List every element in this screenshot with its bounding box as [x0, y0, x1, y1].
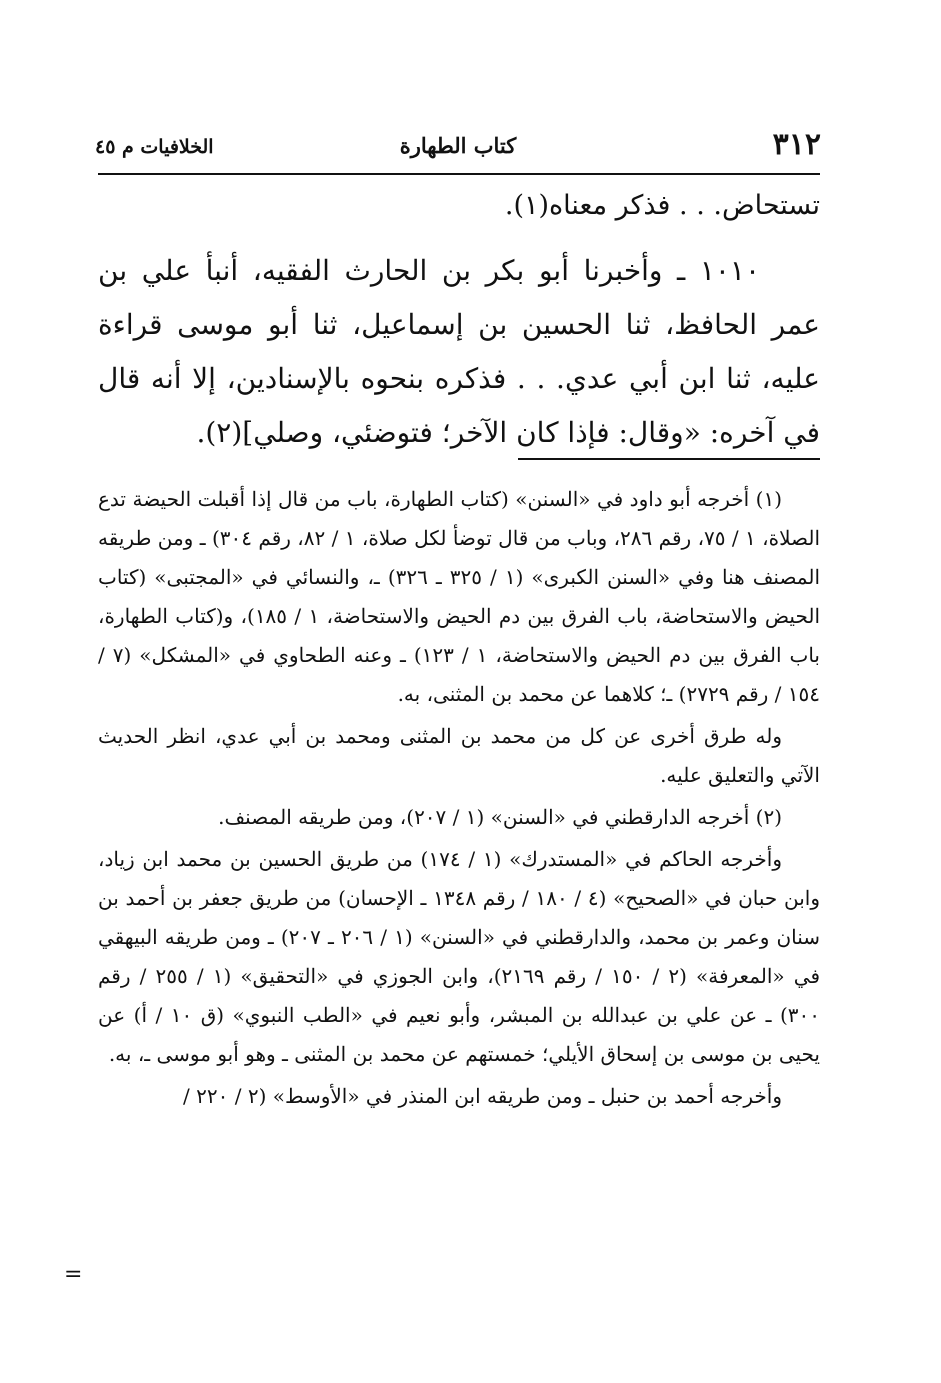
footnote-rule	[518, 458, 820, 460]
footnote-1-continued: وله طرق أخرى عن كل من محمد بن المثنى ومحمد بن أبي عدي، انظر الحديث الآتي والتعليق عليه.	[98, 724, 820, 787]
footnote-2-continued: وأخرجه الحاكم في «المستدرك» (١ / ١٧٤) من طريق الحسين بن محمد ابن زياد، وابن حبان في «الصحيح» (٤ / ١٨٠ / رقم ١٣٤٨ ـ الإحسان) من طريق جعفر بن أحمد بن سنان وعمر بن محمد، والدارقطني في «السنن» (١ / ٢٠٦ ـ ٢٠٧) ـ ومن طريقه البيهقي في «المعرفة» (٢ / ١٥٠ / رقم ٢١٦٩)، وابن الجوزي في «التحقيق» (١ / ٢٥٥ / رقم ٣٠٠) ـ عن علي بن عبدالله بن المبشر، وأبو نعيم في «الطب النبوي» (ق ١٠ / أ) عن يحيى بن موسى بن إسحاق الأيلي؛ خمستهم عن محمد بن المثنى ـ وهو أبو موسى ـ، به.	[98, 847, 821, 1066]
footnotes	[98, 480, 820, 1119]
hadith-paragraph: ١٠١٠ ـ وأخبرنا أبو بكر بن الحارث الفقيه، أنبأ علي بن عمر الحافظ، ثنا الحسين بن إسماعيل، ثنا أبو موسى قراءة عليه، ثنا ابن أبي عدي. . . فذكره بنحوه بالإسنادين، إلا أنه قال في آخره: «وقال: فإذا كان الآخر؛ فتوضئي، وصلي](٢).	[98, 254, 820, 449]
page-number: ٣١٢	[772, 127, 821, 162]
footnote-1: (١) أخرجه أبو داود في «السنن» (كتاب الطهارة، باب من قال إذا أقبلت الحيضة تدع الصلاة، ١ / ٧٥، رقم ٢٨٦، وباب من قال توضأ لكل صلاة، ١ / ٨٢، رقم ٣٠٤) ـ ومن طريقه المصنف هنا وفي «السنن الكبرى» (١ / ٣٢٥ ـ ٣٢٦) ـ، والنسائي في «المجتبى» (كتاب الحيض والاستحاضة، باب الفرق بين دم الحيض والاستحاضة، ١ / ١٨٥)، و(كتاب الطهارة، باب الفرق بين دم الحيض والاستحاضة، ١ / ١٢٣) ـ وعنه الطحاوي في «المشكل» (٧ / ١٥٤ / رقم ٢٧٢٩) ـ؛ كلاهما عن محمد بن المثنى، به.	[98, 487, 821, 706]
footnote-2: (٢) أخرجه الدارقطني في «السنن» (١ / ٢٠٧)، ومن طريقه المصنف.	[218, 805, 782, 829]
running-title: الخلافيات م ٤٥	[95, 136, 214, 158]
header-rule	[98, 173, 820, 175]
continuation-text: تستحاض. . . فذكر معناه(١).	[504, 190, 820, 221]
continuation-mark: =	[64, 1262, 83, 1287]
footnote-2-last-line: وأخرجه أحمد بن حنبل ـ ومن طريقه ابن المنذر في «الأوسط» (٢ / ٢٢٠ /	[183, 1084, 782, 1108]
page-header	[95, 122, 821, 162]
chapter-title: كتاب الطهارة	[399, 133, 517, 158]
